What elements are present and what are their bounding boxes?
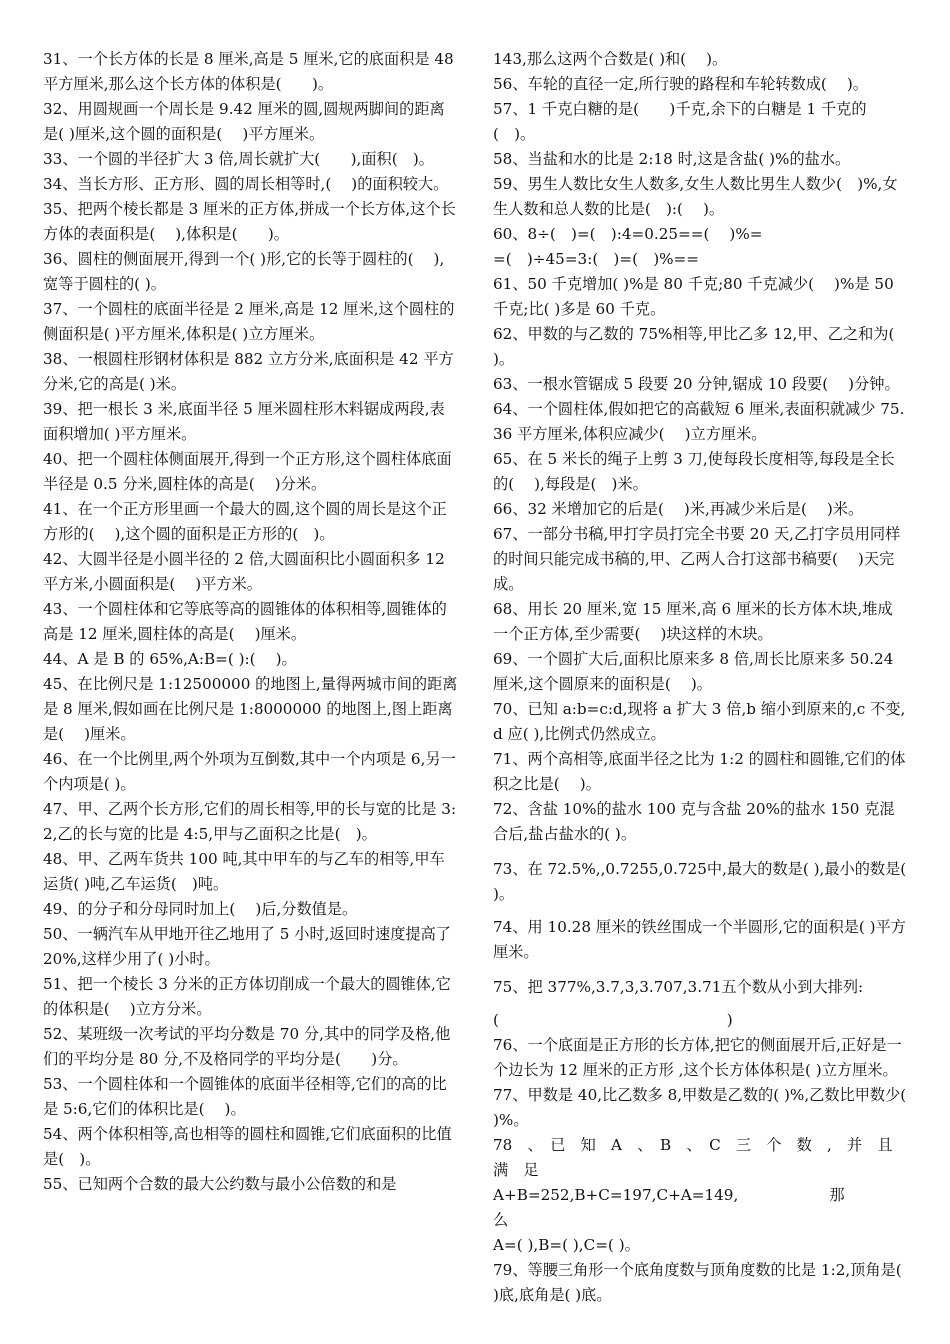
question-77: 77、甲数是 40,比乙数多 8,甲数是乙数的( )%,乙数比甲数少( )%。 xyxy=(493,1086,907,1129)
question-41: 41、在一个正方形里画一个最大的圆,这个圆的周长是这个正方形的( ),这个圆的面积是正方形的( )。 xyxy=(43,500,447,543)
question-49: 49、的分子和分母同时加上( )后,分数值是。 xyxy=(43,900,358,918)
question-33: 33、一个圆的半径扩大 3 倍,周长就扩大( ),面积( )。 xyxy=(43,150,434,168)
question-56: 56、车轮的直径一定,所行驶的路程和车轮转数成( )。 xyxy=(493,75,868,93)
question-78-line3: A=( ),B=( ),C=( )。 xyxy=(493,1236,640,1254)
question-39: 39、把一根长 3 米,底面半径 5 厘米圆柱形木料锯成两段,表面积增加( )平方厘米。 xyxy=(43,400,445,443)
question-60-line2: =( )÷45=3:( )=( )%== xyxy=(493,250,700,268)
question-71: 71、两个高相等,底面半径之比为 1:2 的圆柱和圆锥,它们的体积之比是( )。 xyxy=(493,750,906,793)
question-53: 53、一个圆柱体和一个圆锥体的底面半径相等,它们的高的比是 5:6,它们的体积比是( )。 xyxy=(43,1075,447,1118)
right-column xyxy=(493,47,921,1308)
question-64: 64、一个圆柱体,假如把它的高截短 6 厘米,表面积就减少 75.36 平方厘米,体积应减少( )立方厘米。 xyxy=(493,400,905,443)
question-79: 79、等腰三角形一个底角度数与顶角度数的比是 1:2,顶角是( )底,底角是( )底。 xyxy=(493,1261,902,1304)
question-51: 51、把一个棱长 3 分米的正方体切削成一个最大的圆锥体,它的体积是( )立方分米。 xyxy=(43,975,451,1018)
question-50: 50、一辆汽车从甲地开往乙地用了 5 小时,返回时速度提高了 20%,这样少用了( )小时。 xyxy=(43,925,451,968)
question-58: 58、当盐和水的比是 2:18 时,这是含盐( )%的盐水。 xyxy=(493,150,851,168)
question-63: 63、一根水管锯成 5 段要 20 分钟,锯成 10 段要( )分钟。 xyxy=(493,375,900,393)
question-47: 47、甲、乙两个长方形,它们的周长相等,甲的长与宽的比是 3:2,乙的长与宽的比是 4:5,甲与乙面积之比是( )。 xyxy=(43,800,457,843)
question-38: 38、一根圆柱形钢材体积是 882 立方分米,底面积是 42 平方分米,它的高是( )米。 xyxy=(43,350,454,393)
question-34: 34、当长方形、正方形、圆的周长相等时,( )的面积较大。 xyxy=(43,175,449,193)
question-43: 43、一个圆柱体和它等底等高的圆锥体的体积相等,圆锥体的高是 12 厘米,圆柱体的高是( )厘米。 xyxy=(43,600,447,643)
question-59: 59、男生人数比女生人数多,女生人数比男生人数少( )%,女生人数和总人数的比是( ):( )。 xyxy=(493,175,898,218)
question-76: 76、一个底面是正方形的长方体,把它的侧面展开后,正好是一个边长为 12 厘米的正方形 ,这个长方体体积是( )立方厘米。 xyxy=(493,1036,902,1079)
question-45: 45、在比例尺是 1:12500000 的地图上,量得两城市间的距离是 8 厘米,假如画在比例尺是 1:8000000 的地图上,图上距离是( )厘米。 xyxy=(43,675,458,743)
question-52: 52、某班级一次考试的平均分数是 70 分,其中的同学及格,他们的平均分是 80 分,不及格同学的平均分是( )分。 xyxy=(43,1025,451,1068)
question-48: 48、甲、乙两车货共 100 吨,其中甲车的与乙车的相等,甲车运货( )吨,乙车运货( )吨。 xyxy=(43,850,445,893)
question-57: 57、1 千克白糖的是( )千克,余下的白糖是 1 千克的( )。 xyxy=(493,100,867,143)
question-67: 67、一部分书稿,甲打字员打完全书要 20 天,乙打字员用同样的时间只能完成书稿的,甲、乙两人合打这部书稿要( )天完成。 xyxy=(493,525,901,593)
question-65: 65、在 5 米长的绳子上剪 3 刀,使每段长度相等,每段是全长的( ),每段是( )米。 xyxy=(493,450,895,493)
question-46: 46、在一个比例里,两个外项为互倒数,其中一个内项是 6,另一个内项是( )。 xyxy=(43,750,456,793)
question-75: 75、把 377%,3.7,3,3.707,3.71五个数从小到大排列: xyxy=(493,978,864,996)
question-55-end: 143,那么这两个合数是( )和( )。 xyxy=(493,50,728,68)
question-78-line2: A+B=252,B+C=197,C+A=149, 那 么 xyxy=(493,1186,921,1229)
question-42: 42、大圆半径是小圆半径的 2 倍,大圆面积比小圆面积多 12 平方米,小圆面积是( )平方米。 xyxy=(43,550,445,593)
question-70: 70、已知 a:b=c:d,现将 a 扩大 3 倍,b 缩小到原来的,c 不变,d 应( ),比例式仍然成立。 xyxy=(493,700,906,743)
question-36: 36、圆柱的侧面展开,得到一个( )形,它的长等于圆柱的( ),宽等于圆柱的( )。 xyxy=(43,250,445,293)
question-74: 74、用 10.28 厘米的铁丝围成一个半圆形,它的面积是( )平方厘米。 xyxy=(493,918,906,961)
question-55-start: 55、已知两个合数的最大公约数与最小公倍数的和是 xyxy=(43,1175,397,1193)
left-column xyxy=(43,47,459,1197)
question-35: 35、把两个棱长都是 3 厘米的正方体,拼成一个长方体,这个长方体的表面积是( ),体积是( )。 xyxy=(43,200,456,243)
question-75-answer-blank: ( ) xyxy=(493,1011,733,1029)
question-31: 31、一个长方体的长是 8 厘米,高是 5 厘米,它的底面积是 48 平方厘米,那么这个长方体的体积是( )。 xyxy=(43,50,454,93)
question-68: 68、用长 20 厘米,宽 15 厘米,高 6 厘米的长方体木块,堆成一个正方体,至少需要( )块这样的木块。 xyxy=(493,600,893,643)
question-61: 61、50 千克增加( )%是 80 千克;80 千克减少( )%是 50 千克;比( )多是 60 千克。 xyxy=(493,275,894,318)
question-40: 40、把一个圆柱体侧面展开,得到一个正方形,这个圆柱体底面半径是 0.5 分米,圆柱体的高是( )分米。 xyxy=(43,450,452,493)
question-44: 44、A 是 B 的 65%,A:B=( ):( )。 xyxy=(43,650,297,668)
question-60-line1: 60、8÷( )=( ):4=0.25==( )%= xyxy=(493,225,763,243)
question-37: 37、一个圆柱的底面半径是 2 厘米,高是 12 厘米,这个圆柱的侧面积是( )平方厘米,体积是( )立方厘米。 xyxy=(43,300,455,343)
question-66: 66、32 米增加它的后是( )米,再减少米后是( )米。 xyxy=(493,500,864,518)
question-78-line1: 78 、 已 知 A 、 B 、 C 三 个 数 , 并 且 满 足 xyxy=(493,1136,908,1179)
question-62: 62、甲数的与乙数的 75%相等,甲比乙多 12,甲、乙之和为( )。 xyxy=(493,325,915,368)
question-69: 69、一个圆扩大后,面积比原来多 8 倍,周长比原来多 50.24 厘米,这个圆原来的面积是( )。 xyxy=(493,650,894,693)
question-54: 54、两个体积相等,高也相等的圆柱和圆锥,它们底面积的比值是( )。 xyxy=(43,1125,452,1168)
question-73: 73、在 72.5%,,0.7255,0.725中,最大的数是( ),最小的数是( )。 xyxy=(493,860,907,903)
question-32: 32、用圆规画一个周长是 9.42 厘米的圆,圆规两脚间的距离是( )厘米,这个圆的面积是( )平方厘米。 xyxy=(43,100,445,143)
question-72: 72、含盐 10%的盐水 100 克与含盐 20%的盐水 150 克混合后,盐占盐水的( )。 xyxy=(493,800,895,843)
